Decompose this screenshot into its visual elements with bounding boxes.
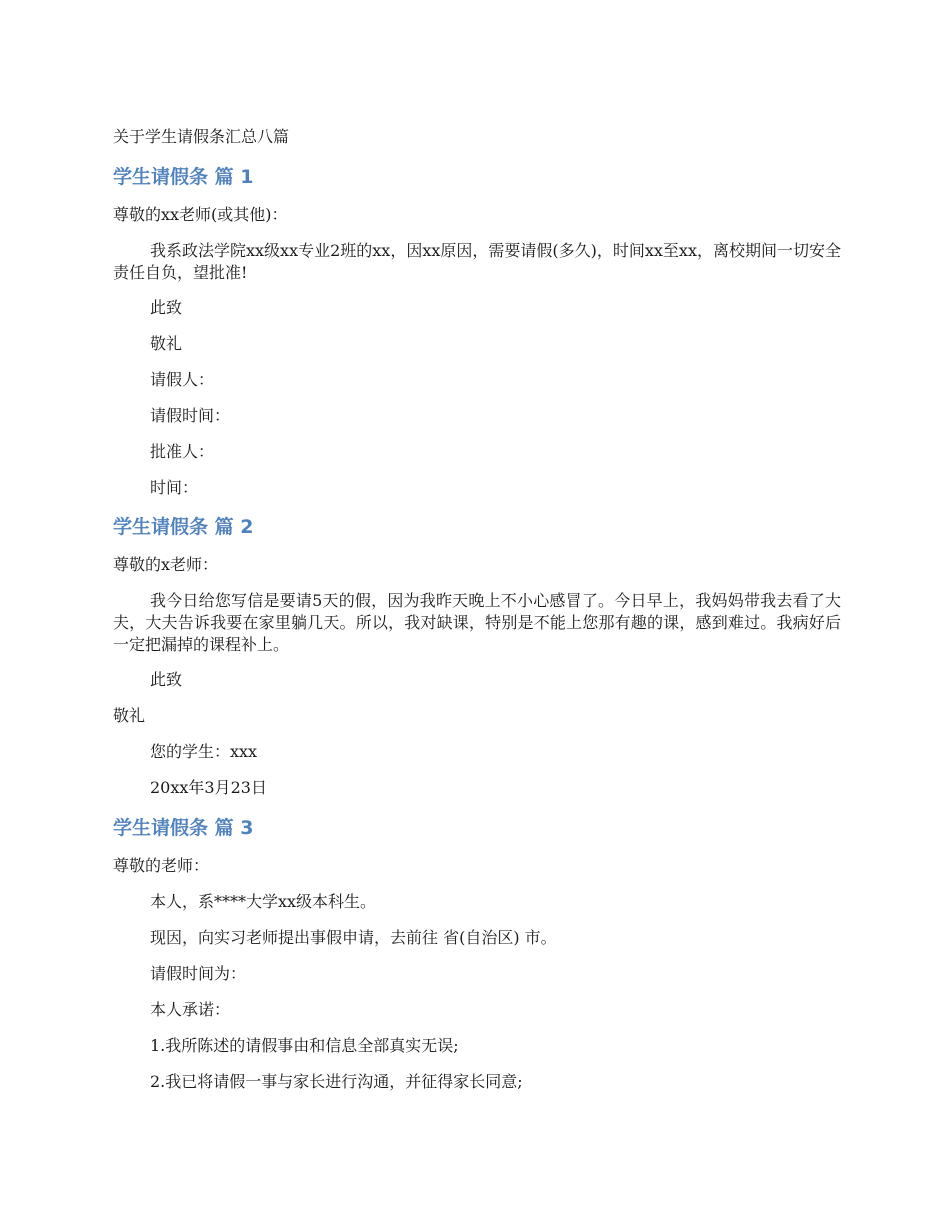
regards-line: 敬礼: [150, 334, 183, 353]
applicant-line: 请假人：: [150, 370, 215, 389]
section-heading-3: 学生请假条 篇 3: [113, 817, 254, 839]
section-heading-2: 学生请假条 篇 2: [113, 516, 254, 538]
signature-line: 您的学生：xxx: [150, 742, 258, 761]
body-paragraph-2: 我今日给您写信是要请5天的假，因为我昨天晚上不小心感冒了。今日早上，我妈妈带我去看了大夫，大夫告诉我要在家里躺几天。所以，我对缺课，特别是不能上您那有趣的课，感到难过。我病好后一定把漏掉的课程补上。: [113, 591, 841, 654]
closing-line: 此致: [150, 298, 183, 317]
body-paragraph-1: 我系政法学院xx级xx专业2班的xx，因xx原因，需要请假(多久)，时间xx至xx，离校期间一切安全责任自负，望批准!: [113, 241, 841, 282]
commitment-item-1: 1.我所陈述的请假事由和信息全部真实无误;: [150, 1036, 459, 1055]
leave-period-line: 请假时间为：: [150, 964, 247, 983]
student-identity-line: 本人，系****大学xx级本科生。: [150, 892, 377, 911]
commitment-line: 本人承诺：: [150, 1000, 231, 1019]
closing-line: 此致: [150, 670, 183, 689]
salutation-3: 尊敬的老师：: [113, 856, 210, 875]
regards-line: 敬礼: [113, 706, 146, 725]
time-line: 时间：: [150, 478, 199, 497]
document-title: 关于学生请假条汇总八篇: [113, 127, 290, 146]
commitment-item-2: 2.我已将请假一事与家长进行沟通，并征得家长同意;: [150, 1072, 523, 1091]
date-line: 20xx年3月23日: [150, 778, 267, 797]
salutation-1: 尊敬的xx老师(或其他)：: [113, 205, 288, 224]
leave-time-line: 请假时间：: [150, 406, 231, 425]
approver-line: 批准人：: [150, 442, 215, 461]
salutation-2: 尊敬的x老师：: [113, 555, 219, 574]
section-heading-1: 学生请假条 篇 1: [113, 166, 254, 188]
leave-reason-line: 现因，向实习老师提出事假申请，去前往 省(自治区) 市。: [150, 928, 557, 947]
